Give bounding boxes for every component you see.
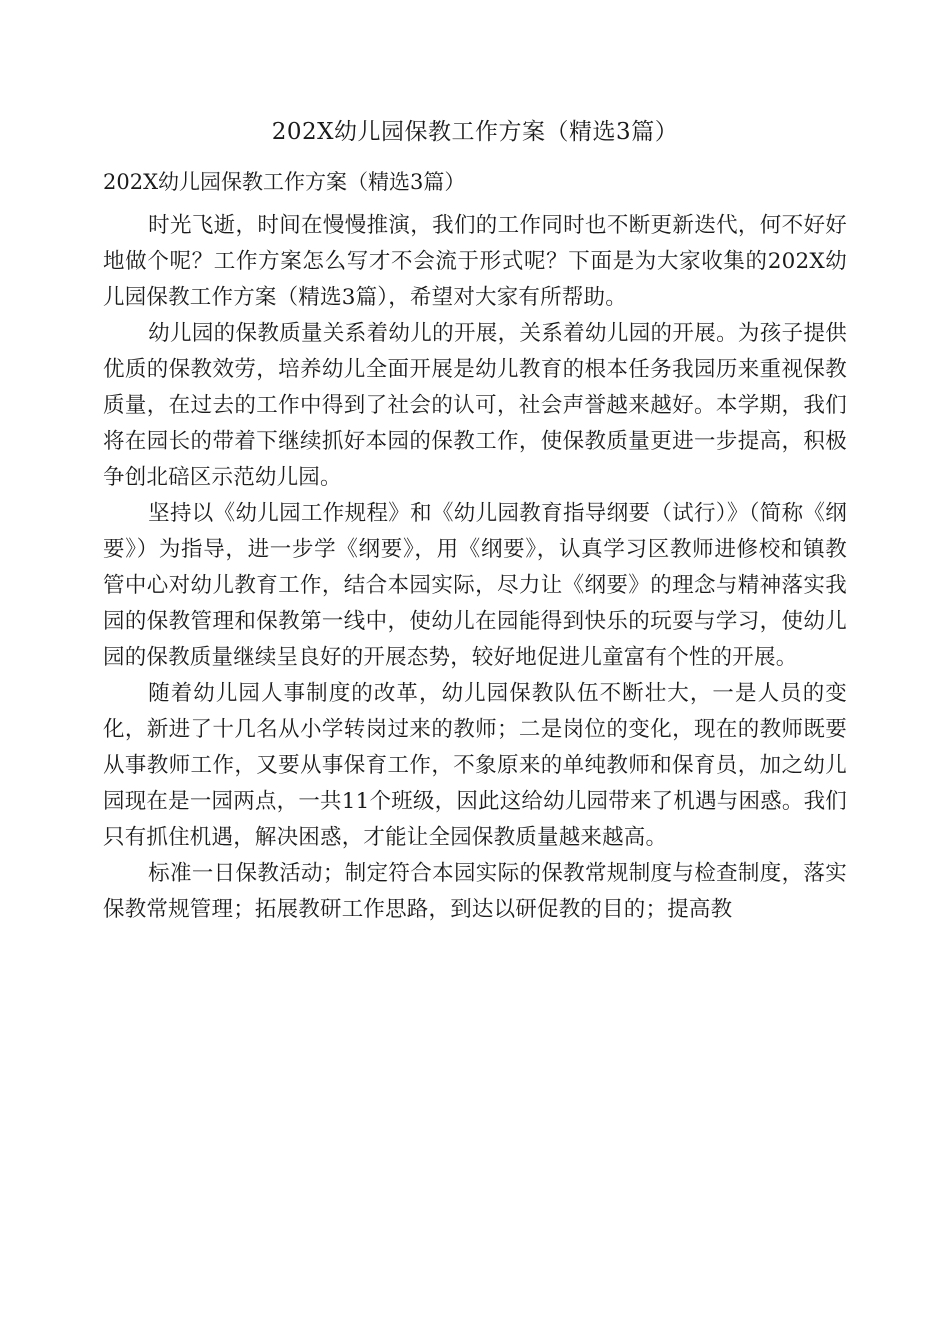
paragraph-intro: 时光飞逝，时间在慢慢推演，我们的工作同时也不断更新迭代，何不好好地做个呢？工作方案怎么写才不会流于形式呢？下面是为大家收集的202X幼儿园保教工作方案（精选3篇），希望对大家有所帮助。	[103, 213, 847, 310]
paragraph-quality: 幼儿园的保教质量关系着幼儿的开展，关系着幼儿园的开展。为孩子提供优质的保教效劳，培养幼儿全面开展是幼儿教育的根本任务我园历来重视保教质量，在过去的工作中得到了社会的认可，社会声誉越来越好。本学期，我们将在园长的带着下继续抓好本园的保教工作，使保教质量更进一步提高，积极争创北碚区示范幼儿园。	[103, 321, 847, 490]
document-title: 202X幼儿园保教工作方案（精选3篇）	[271, 119, 679, 145]
paragraph-staff-changes: 随着幼儿园人事制度的改革，幼儿园保教队伍不断壮大，一是人员的变化，新进了十几名从小学转岗过来的教师；二是岗位的变化，现在的教师既要从事教师工作，又要从事保育工作，不象原来的单纯教师和保育员，加之幼儿园现在是一园两点，一共11个班级，因此这给幼儿园带来了机遇与困惑。我们只有抓住机遇，解决困惑，才能让全园保教质量越来越高。	[103, 681, 847, 850]
document-body	[103, 208, 847, 928]
paragraph-daily-activities: 标准一日保教活动；制定符合本园实际的保教常规制度与检查制度，落实保教常规管理；拓展教研工作思路，到达以研促教的目的；提高教	[103, 861, 847, 922]
document-subtitle: 202X幼儿园保教工作方案（精选3篇）	[103, 170, 466, 194]
paragraph-guideline: 坚持以《幼儿园工作规程》和《幼儿园教育指导纲要（试行）》（简称《纲要》）为指导，进一步学《纲要》，用《纲要》，认真学习区教师进修校和镇教管中心对幼儿教育工作，结合本园实际，尽力让《纲要》的理念与精神落实我园的保教管理和保教第一线中，使幼儿在园能得到快乐的玩耍与学习，使幼儿园的保教质量继续呈良好的开展态势，较好地促进儿童富有个性的开展。	[103, 501, 847, 670]
